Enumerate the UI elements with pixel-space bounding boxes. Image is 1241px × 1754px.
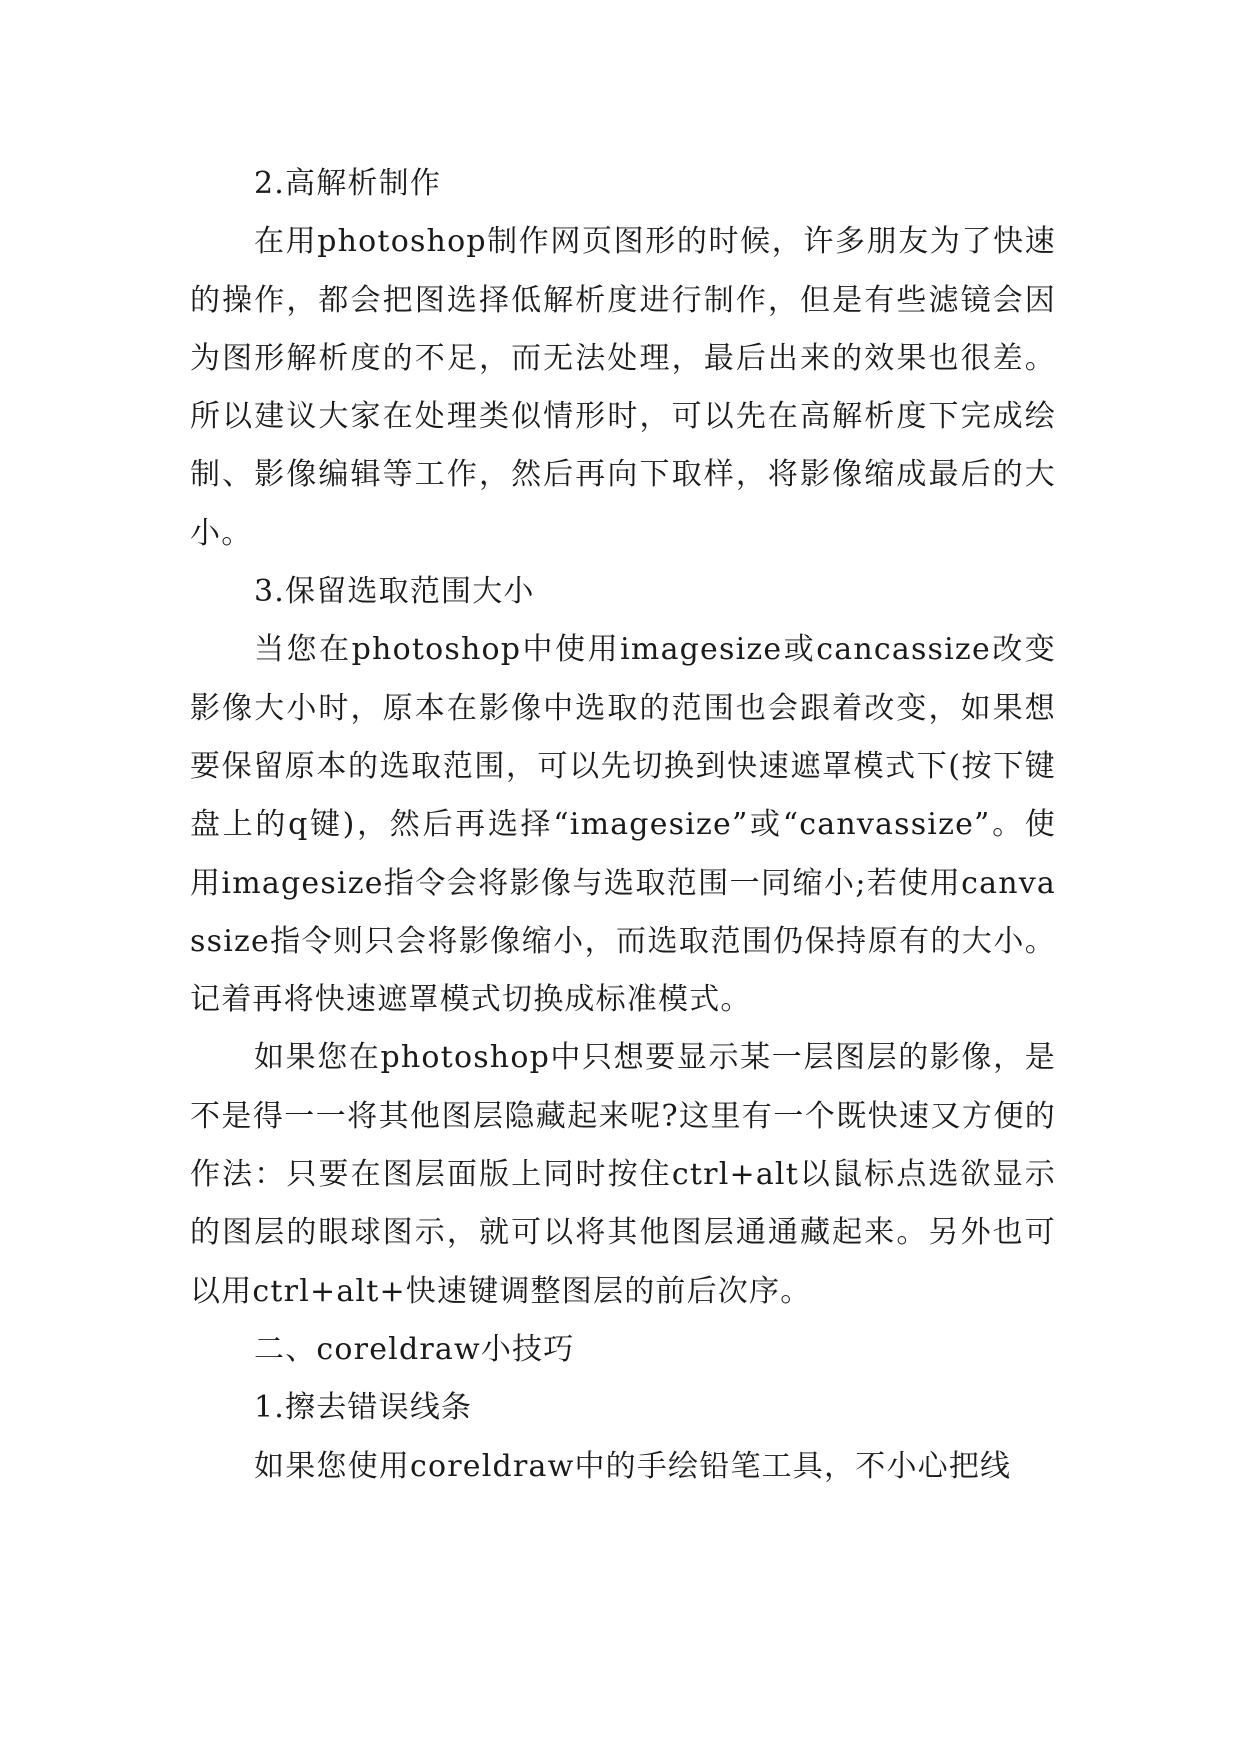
heading-keep-selection: 3.保留选取范围大小 xyxy=(254,574,535,610)
document-body xyxy=(190,155,1056,1496)
paragraph-erase-lines: 如果您使用coreldraw中的手绘铅笔工具，不小心把线 xyxy=(254,1448,1012,1484)
paragraph-show-layer: 如果您在photoshop中只想要显示某一层图层的影像，是不是得一一将其他图层隐藏起来呢?这里有一个既快速又方便的作法：只要在图层面版上同时按住ctrl+alt以鼠标点选欲显示的图层的眼球图示，就可以将其他图层通通藏起来。另外也可以用ctrl+alt+快速键调整图层的前后次序。 xyxy=(190,1040,1056,1309)
heading-erase-lines: 1.擦去错误线条 xyxy=(254,1390,473,1426)
heading-high-resolution: 2.高解析制作 xyxy=(254,166,442,201)
heading-coreldraw-tips: 二、coreldraw小技巧 xyxy=(254,1331,575,1367)
paragraph-high-resolution: 在用photoshop制作网页图形的时候，许多朋友为了快速的操作，都会把图选择低解析度进行制作，但是有些滤镜会因为图形解析度的不足，而无法处理，最后出来的效果也很差。所以建议大家在处理类似情形时，可以先在高解析度下完成绘制、影像编辑等工作，然后再向下取样，将影像缩成最后的大小。 xyxy=(190,224,1056,551)
paragraph-keep-selection: 当您在photoshop中使用imagesize或cancassize改变影像大小时，原本在影像中选取的范围也会跟着改变，如果想要保留原本的选取范围，可以先切换到快速遮罩模式下(按下键盘上的q键)，然后再选择“imagesize”或“canvassize”。使用imagesize指令会将影像与选取范围一同缩小;若使用canvassize指令则只会将影像缩小，而选取范围仍保持原有的大小。记着再将快速遮罩模式切换成标准模式。 xyxy=(190,632,1056,1018)
